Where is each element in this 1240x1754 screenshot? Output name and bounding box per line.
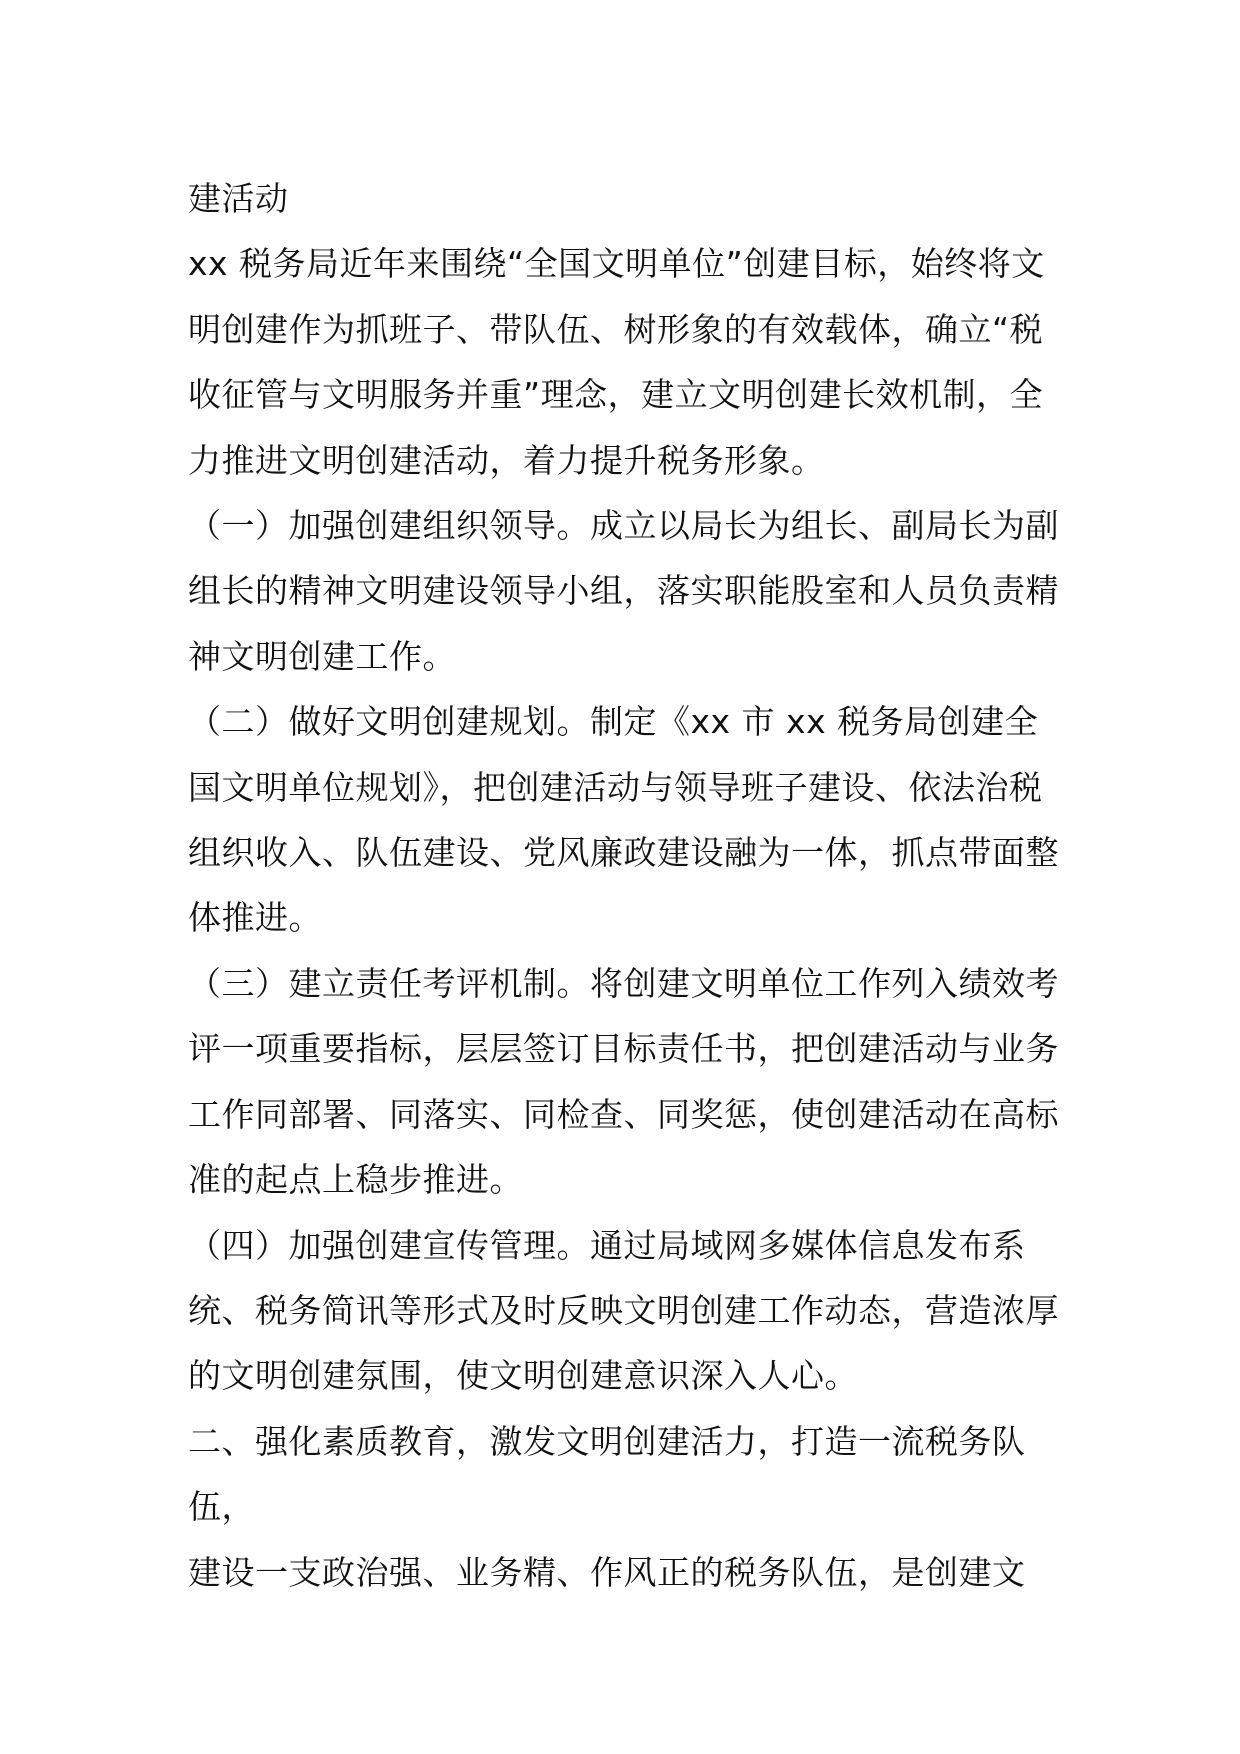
paragraph-section-1: （一）加强创建组织领导。成立以局长为组长、副局长为副组长的精神文明建设领导小组，落实职能股室和人员负责精神文明创建工作。 xyxy=(188,506,1059,676)
paragraph-section-2: （二）做好文明创建规划。制定《xx 市 xx 税务局创建全国文明单位规划》，把创建活动与领导班子建设、依法治税组织收入、队伍建设、党风廉政建设融为一体，抓点带面整体推进。 xyxy=(188,702,1059,938)
paragraph-continuation: 建活动 xyxy=(188,179,289,218)
heading-part-2: 二、强化素质教育，激发文明创建活力，打造一流税务队伍， xyxy=(188,1421,1026,1527)
document-body xyxy=(188,166,1068,1605)
paragraph-part-2-body: 建设一支政治强、业务精、作风正的税务队伍，是创建文 xyxy=(188,1552,1026,1592)
paragraph-section-3: （三）建立责任考评机制。将创建文明单位工作列入绩效考评一项重要指标，层层签订目标责任书，把创建活动与业务工作同部署、同落实、同检查、同奖惩，使创建活动在高标准的起点上稳步推进。 xyxy=(188,963,1059,1200)
paragraph-section-4: （四）加强创建宣传管理。通过局域网多媒体信息发布系统、税务简讯等形式及时反映文明创建工作动态，营造浓厚的文明创建氛围，使文明创建意识深入人心。 xyxy=(188,1225,1059,1396)
paragraph-intro: xx 税务局近年来围绕“全国文明单位”创建目标，始终将文明创建作为抓班子、带队伍、树形象的有效载体，确立“税收征管与文明服务并重”理念，建立文明创建长效机制，全力推进文明创建活动，着力提升税务形象。 xyxy=(188,244,1045,480)
